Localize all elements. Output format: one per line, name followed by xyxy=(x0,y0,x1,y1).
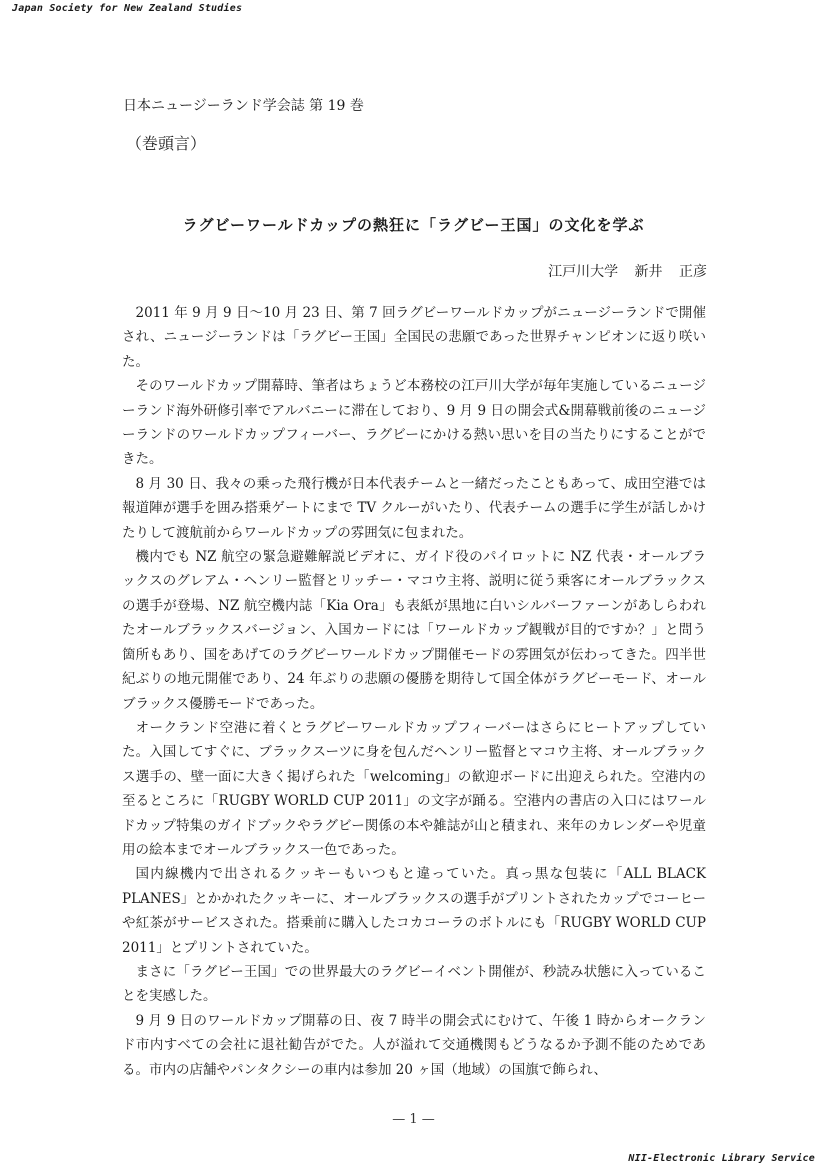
body-paragraph: 8 月 30 日、我々の乗った飛行機が日本代表チームと一緒だったこともあって、成田空港では報道陣が選手を囲み搭乗ゲートにまで TV クルーがいたり、代表チームの選手に学生が話しかけたりして渡航前からワールドカップの雰囲気に包まれた。 xyxy=(122,475,706,541)
body-paragraph: まさに「ラグビー王国」での世界最大のラグビーイベント開催が、秒読み状態に入っていることを実感した。 xyxy=(122,963,706,1005)
body-paragraph: 2011 年 9 月 9 日〜10 月 23 日、第 7 回ラグビーワールドカップがニュージーランドで開催され、ニュージーランドは「ラグビー王国」全国民の悲願であった世界チャンピオンに返り咲いた。 xyxy=(122,305,706,370)
header-banner: Japan Society for New Zealand Studies xyxy=(12,3,243,14)
author-affiliation: 江戸川大学 新井 正彦 xyxy=(548,264,707,280)
article-body xyxy=(122,301,706,1082)
body-paragraph: 国内線機内で出されるクッキーもいつもと違っていた。真っ黒な包装に「ALL BLACK PLANES」とかかれたクッキーに、オールブラックスの選手がプリントされたカップでコーヒーや紅茶がサービスされた。搭乗前に購入したコカコーラのボトルにも「RUGBY WORLD CUP 2011」とプリントされていた。 xyxy=(122,866,706,956)
body-paragraph: 機内でも NZ 航空の緊急避難解説ビデオに、ガイド役のパイロットに NZ 代表・オールブラックスのグレアム・ヘンリー監督とリッチー・マコウ主将、説明に従う乗客にオールブラックスの選手が登場、NZ 航空機内誌「Kia Ora」も表紙が黒地に白いシルバーファーンがあしらわれたオールブラックスバージョン、入国カードには「ワールドカップ観戦が目的ですか？」と問う箇所もあり、国をあげてのラグビーワールドカップ開催モードの雰囲気が伝わってきた。四半世紀ぶりの地元開催であり、24 年ぶりの悲願の優勝を期待して国全体がラグビーモード、オールブラックス優勝モードであった。 xyxy=(122,549,706,712)
body-paragraph: 9 月 9 日のワールドカップ開幕の日、夜 7 時半の開会式にむけて、午後 1 時からオークランド市内すべての会社に退社勧告がでた。人が溢れて交通機関もどうなるか予測不能のためである。市内の店舗やパンタクシーの車内は参加 20 ヶ国（地域）の国旗で飾られ、 xyxy=(122,1012,706,1078)
journal-title: 日本ニュージーランド学会誌 第 19 巻 xyxy=(123,98,364,114)
body-paragraph: オークランド空港に着くとラグビーワールドカップフィーバーはさらにヒートアップしていた。入国してすぐに、ブラックスーツに身を包んだヘンリー監督とマコウ主将、オールブラックス選手の、壁一面に大きく掲げられた「welcoming」の歓迎ボードに出迎えられた。空港内の至るところに「RUGBY WORLD CUP 2011」の文字が踊る。空港内の書店の入口にはワールドカップ特集のガイドブックやラグビー関係の本や雑誌が山と積まれ、来年のカレンダーや児童用の絵本までオールブラックス一色であった。 xyxy=(122,719,706,858)
section-label: （巻頭言） xyxy=(126,134,207,153)
article-title: ラグビーワールドカップの熱狂に「ラグビー王国」の文化を学ぶ xyxy=(182,216,645,234)
page-number: — 1 — xyxy=(392,1112,435,1127)
body-paragraph: そのワールドカップ開幕時、筆者はちょうど本務校の江戸川大学が毎年実施しているニュージーランド海外研修引率でアルバニーに滞在しており、9 月 9 日の開会式&開幕戦前後のニュージーランドのワールドカップフィーバー、ラグビーにかける熱い思いを目の当たりにすることができた。 xyxy=(122,378,706,468)
footer-banner: NII-Electronic Library Service xyxy=(628,1153,815,1164)
